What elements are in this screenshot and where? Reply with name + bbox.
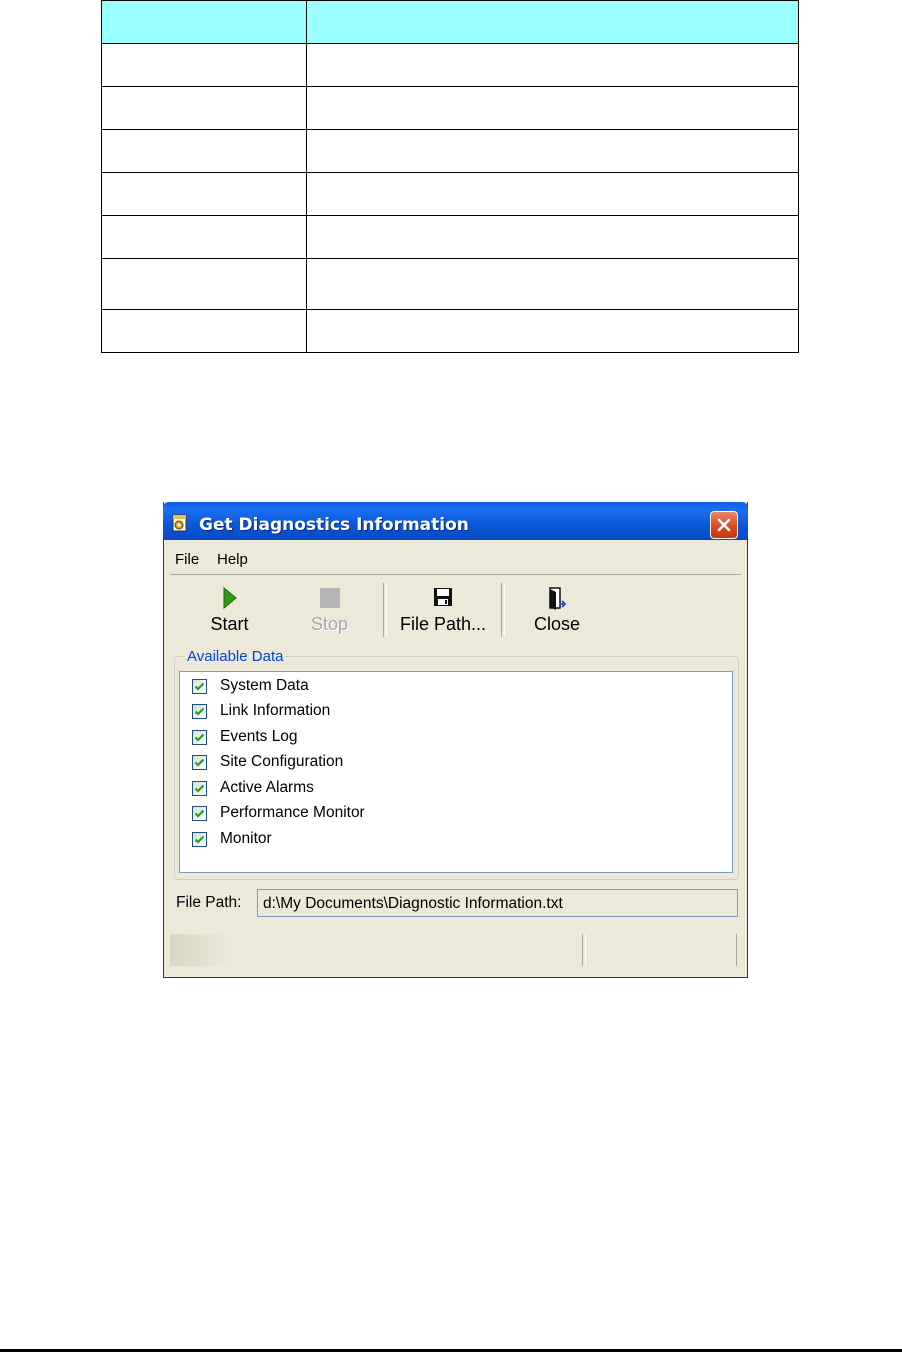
- stop-label: Stop: [310, 614, 349, 634]
- table-cell: [307, 259, 799, 310]
- start-label: Start: [210, 614, 249, 634]
- table-row: [102, 259, 799, 310]
- table-cell: [102, 310, 307, 353]
- file-path-button[interactable]: [388, 581, 498, 639]
- checkbox-checked[interactable]: [192, 730, 207, 745]
- window-title: Get Diagnostics Information: [199, 515, 469, 535]
- checkbox-checked[interactable]: [192, 704, 207, 719]
- title-bar[interactable]: [163, 502, 748, 540]
- document-table: [101, 0, 799, 353]
- checkmark-icon: [194, 757, 205, 768]
- status-pane-main: [170, 934, 583, 966]
- toolbar: [170, 574, 741, 642]
- floppy-disk-icon: [433, 587, 453, 611]
- checkmark-icon: [194, 834, 205, 845]
- start-button[interactable]: [182, 581, 277, 639]
- close-label: Close: [533, 614, 581, 634]
- play-icon: [222, 587, 238, 613]
- table-header-cell: [307, 1, 799, 44]
- table-cell: [102, 130, 307, 173]
- file-path-field-label: File Path:: [176, 894, 242, 911]
- list-item-label: Active Alarms: [220, 779, 314, 796]
- checkbox-checked[interactable]: [192, 806, 207, 821]
- table-cell: [307, 130, 799, 173]
- status-bar: [170, 934, 740, 968]
- status-pane-secondary: [585, 934, 737, 966]
- menu-bar: [164, 540, 747, 576]
- table-cell: [102, 259, 307, 310]
- toolbar-separator: [383, 583, 387, 637]
- table-header-cell: [102, 1, 307, 44]
- stop-icon: [319, 587, 341, 613]
- stop-button[interactable]: [282, 581, 377, 639]
- checkbox-checked[interactable]: [192, 679, 207, 694]
- table-row: [102, 130, 799, 173]
- table-cell: [102, 173, 307, 216]
- list-item-label: Link Information: [220, 702, 331, 719]
- close-icon: [716, 517, 732, 533]
- table-row: [102, 173, 799, 216]
- available-data-legend: Available Data: [187, 648, 284, 665]
- diagnostics-window: [163, 502, 748, 978]
- file-path-label: File Path...: [399, 614, 487, 634]
- toolbar-separator: [501, 583, 505, 637]
- table-cell: [102, 216, 307, 259]
- list-item-label: Site Configuration: [220, 753, 344, 770]
- checkmark-icon: [194, 808, 205, 819]
- table-cell: [307, 310, 799, 353]
- checkmark-icon: [194, 783, 205, 794]
- close-button[interactable]: [507, 581, 607, 639]
- page-footer-rule: [0, 1349, 902, 1352]
- checkmark-icon: [194, 681, 205, 692]
- checkbox-checked[interactable]: [192, 781, 207, 796]
- list-item-label: Events Log: [220, 728, 298, 745]
- checkmark-icon: [194, 706, 205, 717]
- table-cell: [307, 44, 799, 87]
- close-window-button[interactable]: [710, 511, 738, 539]
- table-cell: [102, 44, 307, 87]
- table-row: [102, 87, 799, 130]
- diagnostics-gear-icon: [171, 514, 189, 532]
- list-item-label: Monitor: [220, 830, 272, 847]
- table-cell: [307, 216, 799, 259]
- menu-file[interactable]: File: [175, 551, 200, 568]
- list-item-label: Performance Monitor: [220, 804, 365, 821]
- table-cell: [102, 87, 307, 130]
- table-cell: [307, 87, 799, 130]
- table-row: [102, 216, 799, 259]
- checkbox-checked[interactable]: [192, 832, 207, 847]
- checkbox-checked[interactable]: [192, 755, 207, 770]
- checkmark-icon: [194, 732, 205, 743]
- table-cell: [307, 173, 799, 216]
- table-header-row: [102, 1, 799, 44]
- list-item-label: System Data: [220, 677, 309, 694]
- available-data-group: [174, 648, 739, 880]
- table-row: [102, 44, 799, 87]
- exit-door-icon: [546, 587, 568, 615]
- menu-help[interactable]: Help: [217, 551, 248, 568]
- file-path-field[interactable]: d:\My Documents\Diagnostic Information.txt: [257, 889, 738, 917]
- table-row: [102, 310, 799, 353]
- available-data-list[interactable]: [179, 671, 733, 873]
